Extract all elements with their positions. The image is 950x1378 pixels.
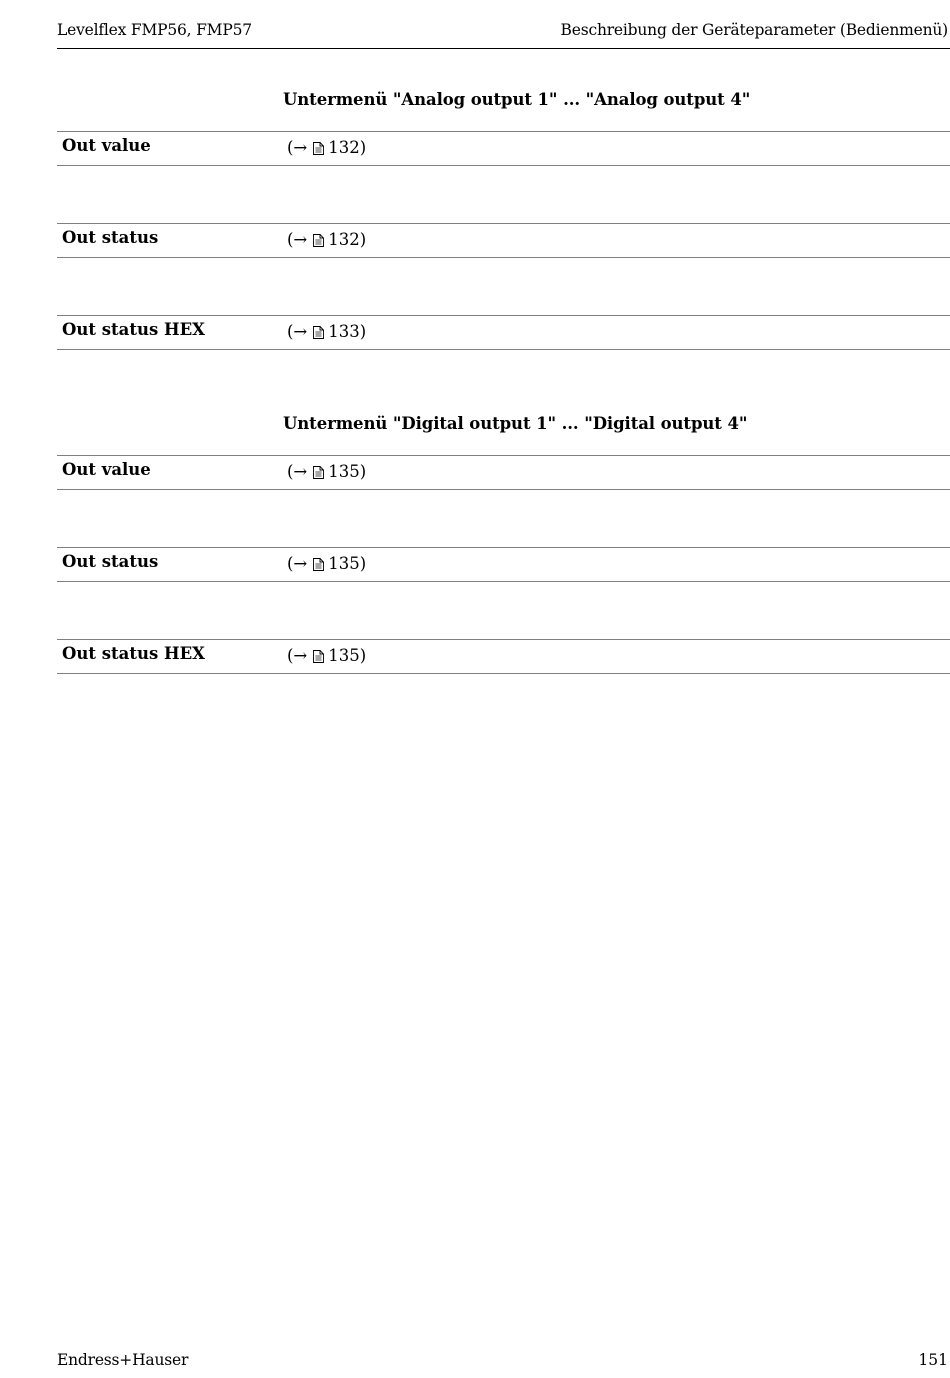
page-reference-icon <box>313 140 324 153</box>
ref-page: 133) <box>328 322 367 341</box>
page-number: 151 <box>918 1351 948 1369</box>
ref-arrow: (→ <box>287 322 308 341</box>
page-reference-icon <box>313 232 324 245</box>
row-divider <box>57 131 950 132</box>
row-divider <box>57 349 950 350</box>
param-name: Out value <box>62 136 151 155</box>
param-name: Out status HEX <box>62 644 205 663</box>
section-title-digital-output: Untermenü "Digital output 1" ... "Digital output 4" <box>283 414 748 433</box>
ref-arrow: (→ <box>287 554 308 573</box>
ref-arrow: (→ <box>287 646 308 665</box>
page-reference-icon <box>313 464 324 477</box>
param-page-reference[interactable] <box>287 230 366 249</box>
param-page-reference[interactable] <box>287 646 366 665</box>
row-divider <box>57 639 950 640</box>
param-page-reference[interactable] <box>287 554 366 573</box>
row-divider <box>57 315 950 316</box>
row-divider <box>57 673 950 674</box>
row-divider <box>57 223 950 224</box>
param-page-reference[interactable] <box>287 138 366 157</box>
page-reference-icon <box>313 556 324 569</box>
ref-page: 135) <box>328 554 367 573</box>
row-divider <box>57 455 950 456</box>
header-divider <box>57 48 950 49</box>
row-divider <box>57 489 950 490</box>
page-reference-icon <box>313 324 324 337</box>
ref-arrow: (→ <box>287 230 308 249</box>
section-title-analog-output: Untermenü "Analog output 1" ... "Analog output 4" <box>283 90 751 109</box>
row-divider <box>57 581 950 582</box>
row-divider <box>57 257 950 258</box>
ref-page: 132) <box>328 230 367 249</box>
ref-arrow: (→ <box>287 462 308 481</box>
page-reference-icon <box>313 648 324 661</box>
row-divider <box>57 547 950 548</box>
row-divider <box>57 165 950 166</box>
header-product-name: Levelflex FMP56, FMP57 <box>57 21 252 39</box>
param-name: Out status HEX <box>62 320 205 339</box>
param-page-reference[interactable] <box>287 322 366 341</box>
footer-company: Endress+Hauser <box>57 1351 189 1369</box>
param-page-reference[interactable] <box>287 462 366 481</box>
ref-page: 135) <box>328 462 367 481</box>
param-name: Out status <box>62 552 159 571</box>
ref-arrow: (→ <box>287 138 308 157</box>
ref-page: 132) <box>328 138 367 157</box>
header-chapter-title: Beschreibung der Geräteparameter (Bedienmenü) <box>560 21 948 39</box>
param-name: Out status <box>62 228 159 247</box>
ref-page: 135) <box>328 646 367 665</box>
param-name: Out value <box>62 460 151 479</box>
